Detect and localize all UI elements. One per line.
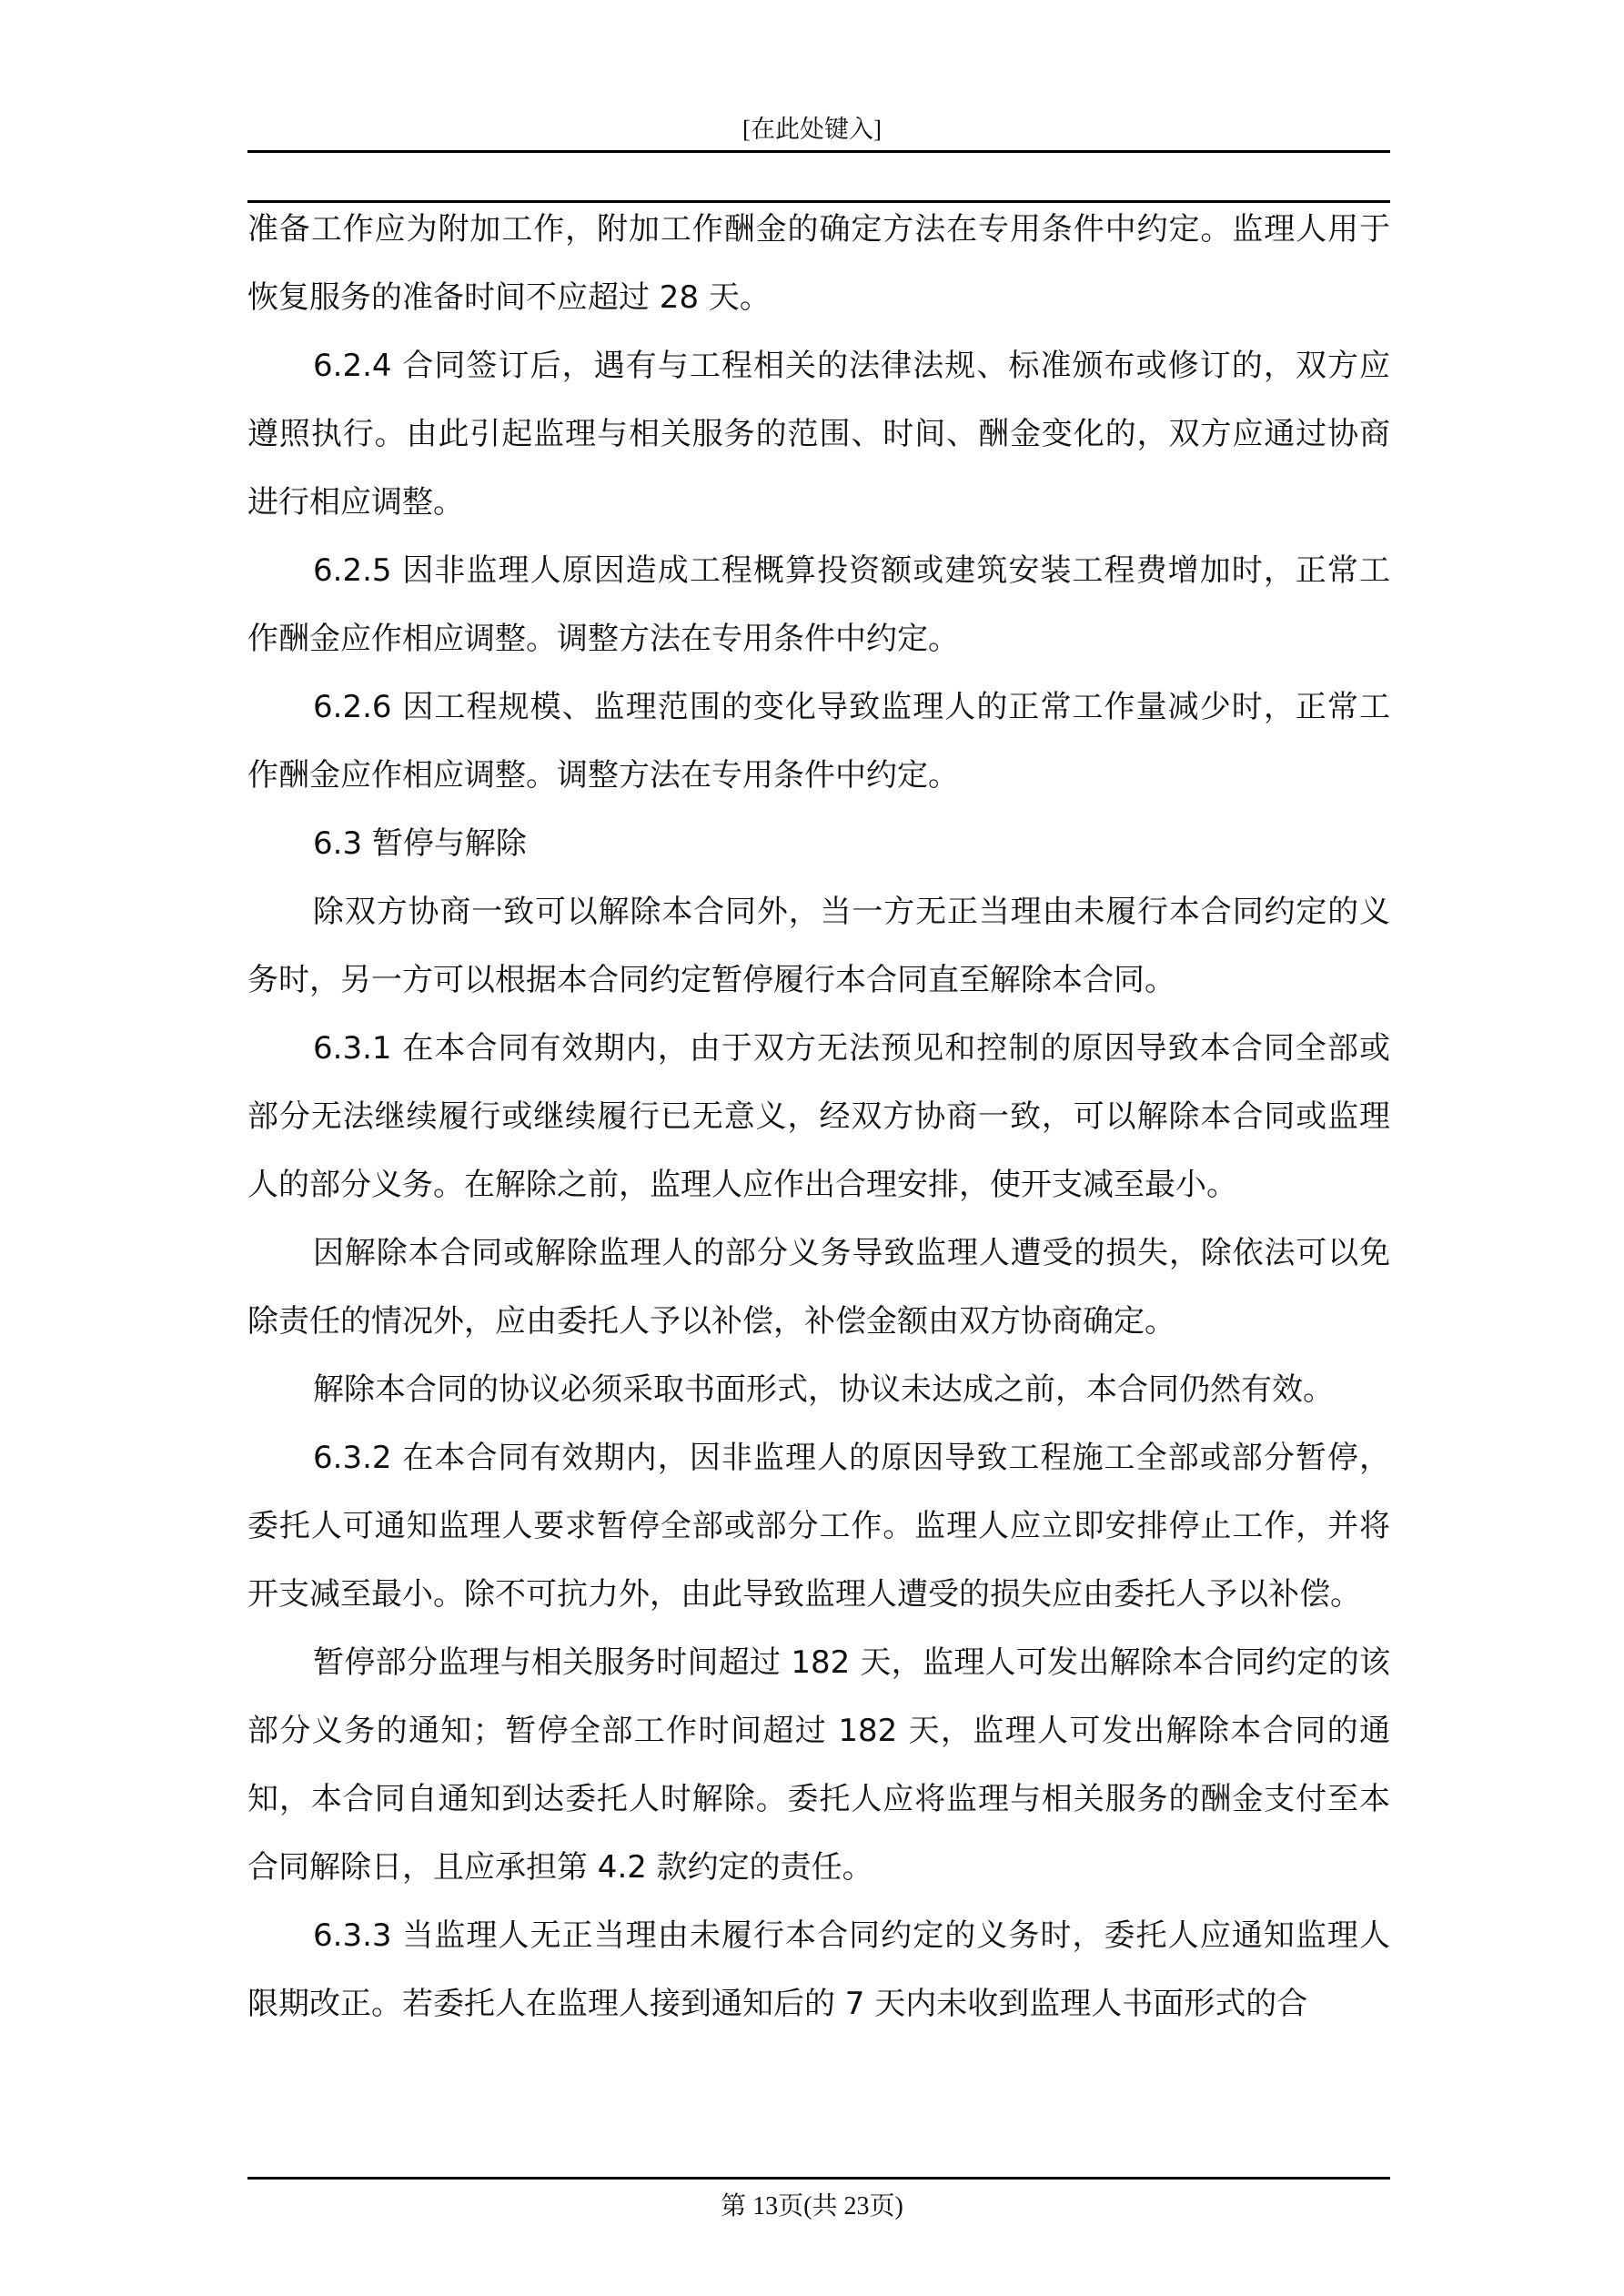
paragraph: 6.2.6 因工程规模、监理范围的变化导致监理人的正常工作量减少时，正常工作酬金应作相应调整。调整方法在专用条件中约定。 [247,689,1390,794]
paragraph: 准备工作应为附加工作，附加工作酬金的确定方法在专用条件中约定。监理人用于恢复服务的准备时间不应超过 28 天。 [247,211,1390,316]
paragraph: 6.3.1 在本合同有效期内，由于双方无法预见和控制的原因导致本合同全部或部分无法继续履行或继续履行已无意义，经双方协商一致，可以解除本合同或监理人的部分义务。在解除之前，监理人应作出合理安排，使开支减至最小。 [247,1030,1390,1203]
paragraph: 6.2.5 因非监理人原因造成工程概算投资额或建筑安装工程费增加时，正常工作酬金应作相应调整。调整方法在专用条件中约定。 [247,552,1390,657]
footer-rule [247,2177,1390,2180]
page-number: 第 13页(共 23页) [721,2192,903,2220]
paragraph: 6.3.3 当监理人无正当理由未履行本合同约定的义务时，委托人应通知监理人限期改正。若委托人在监理人接到通知后的 7 天内未收到监理人书面形式的合 [247,1917,1390,2022]
paragraph: 因解除本合同或解除监理人的部分义务导致监理人遭受的损失，除依法可以免除责任的情况外，应由委托人予以补偿，补偿金额由双方协商确定。 [247,1235,1390,1340]
paragraph: 除双方协商一致可以解除本合同外，当一方无正当理由未履行本合同约定的义务时，另一方可以根据本合同约定暂停履行本合同直至解除本合同。 [247,894,1390,998]
paragraph: 6.3.2 在本合同有效期内，因非监理人的原因导致工程施工全部或部分暂停，委托人可通知监理人要求暂停全部或部分工作。监理人应立即安排停止工作，并将开支减至最小。除不可抗力外，由此导致监理人遭受的损失应由委托人予以补偿。 [247,1440,1390,1613]
header-rule [247,150,1390,153]
document-body [247,196,1390,2038]
section-heading: 6.3 暂停与解除 [313,825,527,862]
paragraph: 暂停部分监理与相关服务时间超过 182 天，监理人可发出解除本合同约定的该部分义务的通知；暂停全部工作时间超过 182 天，监理人可发出解除本合同的通知，本合同自通知到达委托人时解除。委托人应将监理与相关服务的酬金支付至本合同解除日，且应承担第 4.2 款约定的责任。 [247,1644,1390,1886]
paragraph: 6.2.4 合同签订后，遇有与工程相关的法律法规、标准颁布或修订的，双方应遵照执行。由此引起监理与相关服务的范围、时间、酬金变化的，双方应通过协商进行相应调整。 [247,348,1390,521]
paragraph: 解除本合同的协议必须采取书面形式，协议未达成之前，本合同仍然有效。 [313,1371,1334,1408]
page-header: [在此处键入] [742,116,882,143]
